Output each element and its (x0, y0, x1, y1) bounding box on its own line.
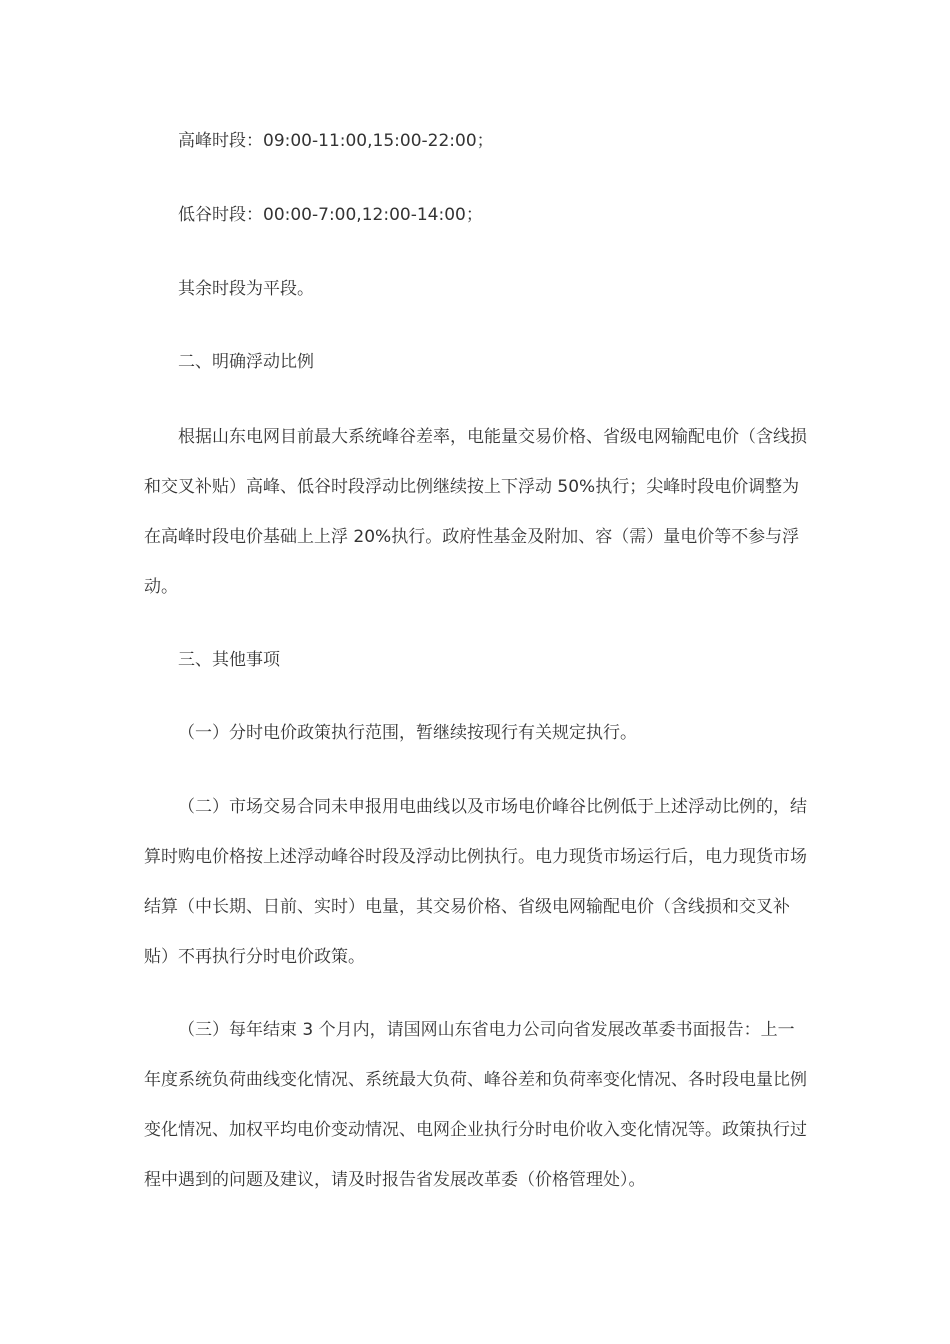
section-2-body: 根据山东电网目前最大系统峰谷差率，电能量交易价格、省级电网输配电价（含线损和交叉补贴）高峰、低谷时段浮动比例继续按上下浮动 50%执行；尖峰时段电价调整为在高峰时段电价基础上上浮 20%执行。政府性基金及附加、容（需）量电价等不参与浮动。 (144, 427, 807, 597)
item-1-paragraph: （一）分时电价政策执行范围，暂继续按现行有关规定执行。 (178, 723, 637, 743)
peak-period-paragraph: 高峰时段：09:00-11:00,15:00-22:00； (178, 131, 494, 151)
valley-period-paragraph: 低谷时段：00:00-7:00,12:00-14:00； (178, 205, 483, 225)
section-3-heading: 三、其他事项 (178, 650, 280, 670)
flat-period-paragraph: 其余时段为平段。 (178, 279, 314, 299)
section-2-heading: 二、明确浮动比例 (178, 352, 314, 372)
item-3-paragraph: （三）每年结束 3 个月内，请国网山东省电力公司向省发展改革委书面报告：上一年度系统负荷曲线变化情况、系统最大负荷、峰谷差和负荷率变化情况、各时段电量比例变化情况、加权平均电价变动情况、电网企业执行分时电价收入变化情况等。政策执行过程中遇到的问题及建议，请及时报告省发展改革委（价格管理处）。 (144, 1020, 807, 1190)
item-2-paragraph: （二）市场交易合同未申报用电曲线以及市场电价峰谷比例低于上述浮动比例的，结算时购电价格按上述浮动峰谷时段及浮动比例执行。电力现货市场运行后，电力现货市场结算（中长期、日前、实时）电量，其交易价格、省级电网输配电价（含线损和交叉补贴）不再执行分时电价政策。 (144, 797, 807, 967)
